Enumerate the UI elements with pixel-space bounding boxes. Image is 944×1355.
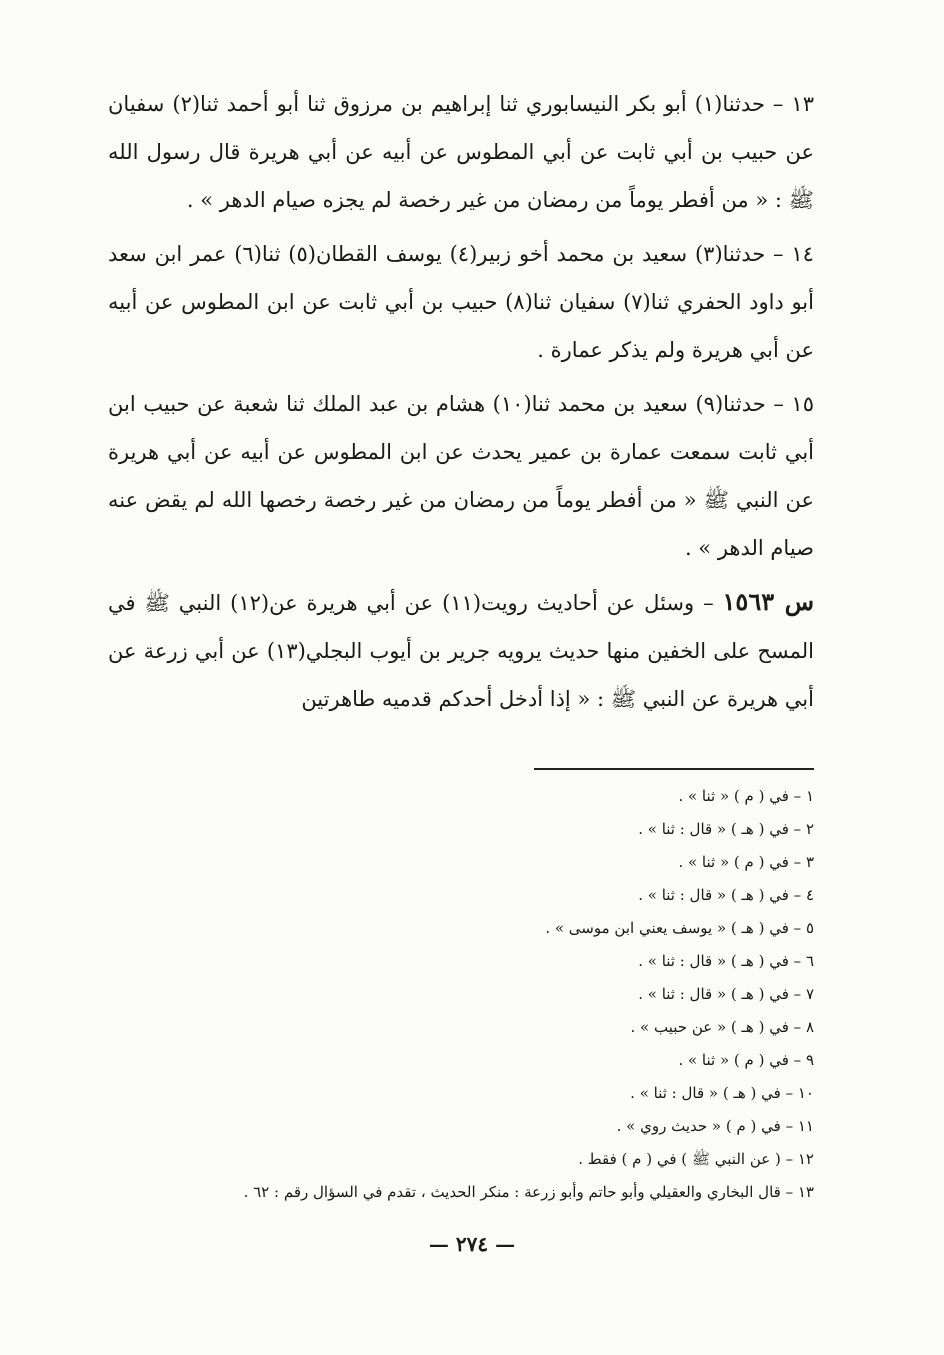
footnotes-list xyxy=(108,780,814,1209)
question-paragraph xyxy=(108,578,814,723)
hadith-paragraph-15: ١٥ – حدثنا(٩) سعيد بن محمد ثنا(١٠) هشام بن عبد الملك ثنا شعبة عن حبيب ابن أبي ثابت سمعت عمارة بن عمير يحدث عن ابن المطوس عن أبيه عن أبي هريرة عن النبي ﷺ « من أفطر يوماً من رمضان من غير رخصة رخصها الله لم يقض عنه صيام الدهر » . xyxy=(108,392,814,560)
footnote-item: ٥ – في ( هـ ) « يوسف يعني ابن موسى » . xyxy=(545,919,814,937)
footnote-item: ٢ – في ( هـ ) « قال : ثنا » . xyxy=(638,820,814,838)
footnote-item: ١١ – في ( م ) « حديث روي » . xyxy=(616,1117,814,1135)
question-text: – وسئل عن أحاديث رويت(١١) عن أبي هريرة عن(١٢) النبي ﷺ في المسح على الخفين منها حديث يرويه جرير بن أيوب البجلي(١٣) عن أبي زرعة عن أبي هريرة عن النبي ﷺ : « إذا أدخل أحدكم قدميه طاهرتين xyxy=(108,591,814,711)
footnote-item: ٣ – في ( م ) « ثنا » . xyxy=(678,853,814,871)
footnote-item: ٩ – في ( م ) « ثنا » . xyxy=(678,1051,814,1069)
page-number: — ٢٧٤ — xyxy=(428,1232,516,1256)
footnote-item: ١٠ – في ( هـ ) « قال : ثنا » . xyxy=(630,1084,814,1102)
footnote-item: ٨ – في ( هـ ) « عن حبيب » . xyxy=(630,1018,814,1036)
footnote-item: ١٢ – ( عن النبي ﷺ ) في ( م ) فقط . xyxy=(578,1150,814,1168)
question-number: س ١٥٦٣ xyxy=(722,587,815,616)
footnote-item: ٧ – في ( هـ ) « قال : ثنا » . xyxy=(638,985,814,1003)
footnote-item: ١ – في ( م ) « ثنا » . xyxy=(678,787,814,805)
footnote-item: ٤ – في ( هـ ) « قال : ثنا » . xyxy=(638,886,814,904)
footnote-divider xyxy=(534,768,814,770)
footnote-item: ١٣ – قال البخاري والعقيلي وأبو حاتم وأبو زرعة : منكر الحديث ، تقدم في السؤال رقم : ٦٢ . xyxy=(243,1183,814,1201)
footnote-item: ٦ – في ( هـ ) « قال : ثنا » . xyxy=(638,952,814,970)
hadith-paragraph-13: ١٣ – حدثنا(١) أبو بكر النيسابوري ثنا إبراهيم بن مرزوق ثنا أبو أحمد ثنا(٢) سفيان عن حبيب بن أبي ثابت عن أبي المطوس عن أبيه عن أبي هريرة قال رسول الله ﷺ : « من أفطر يوماً من رمضان من غير رخصة لم يجزه صيام الدهر » . xyxy=(108,92,814,212)
main-text xyxy=(108,80,814,729)
hadith-paragraph-14: ١٤ – حدثنا(٣) سعيد بن محمد أخو زبير(٤) يوسف القطان(٥) ثنا(٦) عمر ابن سعد أبو داود الحفري ثنا(٧) سفيان ثنا(٨) حبيب بن أبي ثابت عن ابن المطوس عن أبيه عن أبي هريرة ولم يذكر عمارة . xyxy=(108,242,814,362)
